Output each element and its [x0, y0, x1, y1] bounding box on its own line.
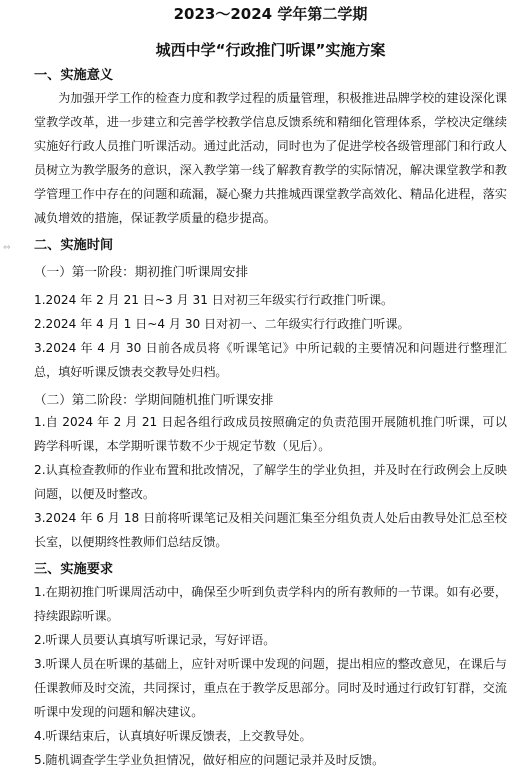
requirement-item: 1.在期初推门听课周活动中，确保至少听到负责学科内的所有教师的一节课。如有必要，持续跟踪听课。 — [34, 585, 507, 623]
significance-paragraph: 为加强开学工作的检查力度和教学过程的质量管理，积极推进品牌学校的建设深化课堂教学改革，进一步建立和完善学校教学信息反馈系统和精细化管理体系，学校决定继续实施好行政人员推门听课活动。通过此活动，同时也为了促进学校各级管理部门和行政人员树立为教学服务的意识，深入教学第一线了解教育教学的实际情况，解决课堂教学和教学管理工作中存在的问题和疏漏，凝心聚力共推城西课堂教学高效化、精品化进程，落实减负增效的措施，保证教学质量的稳步提高。 — [34, 91, 507, 225]
section-heading-significance: 一、实施意义 — [34, 68, 114, 83]
phase1-heading: （一）第一阶段：期初推门听课周安排 — [34, 264, 249, 279]
document-title-plan: 城西中学“行政推门听课”实施方案 — [155, 41, 386, 59]
phase2-item: 1.自 2024 年 2 月 21 日起各组行政成员按照确定的负责范围开展随机推门听课，可以跨学科听课，本学期听课节数不少于规定节数（见后）。 — [34, 415, 507, 453]
phase1-item: 3.2024 年 4 月 30 日前各成员将《听课笔记》中所记载的主要情况和问题进行整理汇总，填好听课反馈表交教导处归档。 — [34, 341, 507, 379]
phase2-item: 2.认真检查教师的作业布置和批改情况，了解学生的学业负担，并及时在行政例会上反映问题，以便及时整改。 — [34, 463, 507, 501]
requirement-item: 2.听课人员要认真填写听课记录，写好评语。 — [34, 633, 276, 647]
document-title-term: 2023～2024 学年第二学期 — [173, 5, 368, 23]
requirement-item: 4.听课结束后，认真填好听课反馈表，上交教导处。 — [34, 729, 312, 743]
phase1-item: 1.2024 年 2 月 21 日~3 月 31 日对初三年级实行行政推门听课。 — [34, 293, 394, 307]
phase1-item: 2.2024 年 4 月 1 日~4 月 30 日对初一、二年级实行行政推门听课。 — [34, 317, 410, 331]
section-heading-schedule: 二、实施时间 — [34, 238, 114, 253]
phase2-heading: （二）第二阶段：学期间随机推门听课安排 — [34, 392, 274, 407]
side-marker-icon: ⇔ — [3, 243, 11, 253]
requirement-item: 3.听课人员在听课的基础上，应针对听课中发现的问题，提出相应的整改意见，在课后与任课教师及时交流，共同探讨，重点在于教学反思部分。同时及时通过行政钉钉群，交流听课中发现的问题和解决建议。 — [34, 657, 507, 719]
requirement-item: 5.随机调查学生学业负担情况，做好相应的问题记录并及时反馈。 — [34, 753, 385, 767]
section-heading-requirements: 三、实施要求 — [34, 562, 114, 577]
phase2-item: 3.2024 年 6 月 18 日前将听课笔记及相关问题汇集至分组负责人处后由教导处汇总至校长室，以便期终性教师们总结反馈。 — [34, 511, 507, 549]
